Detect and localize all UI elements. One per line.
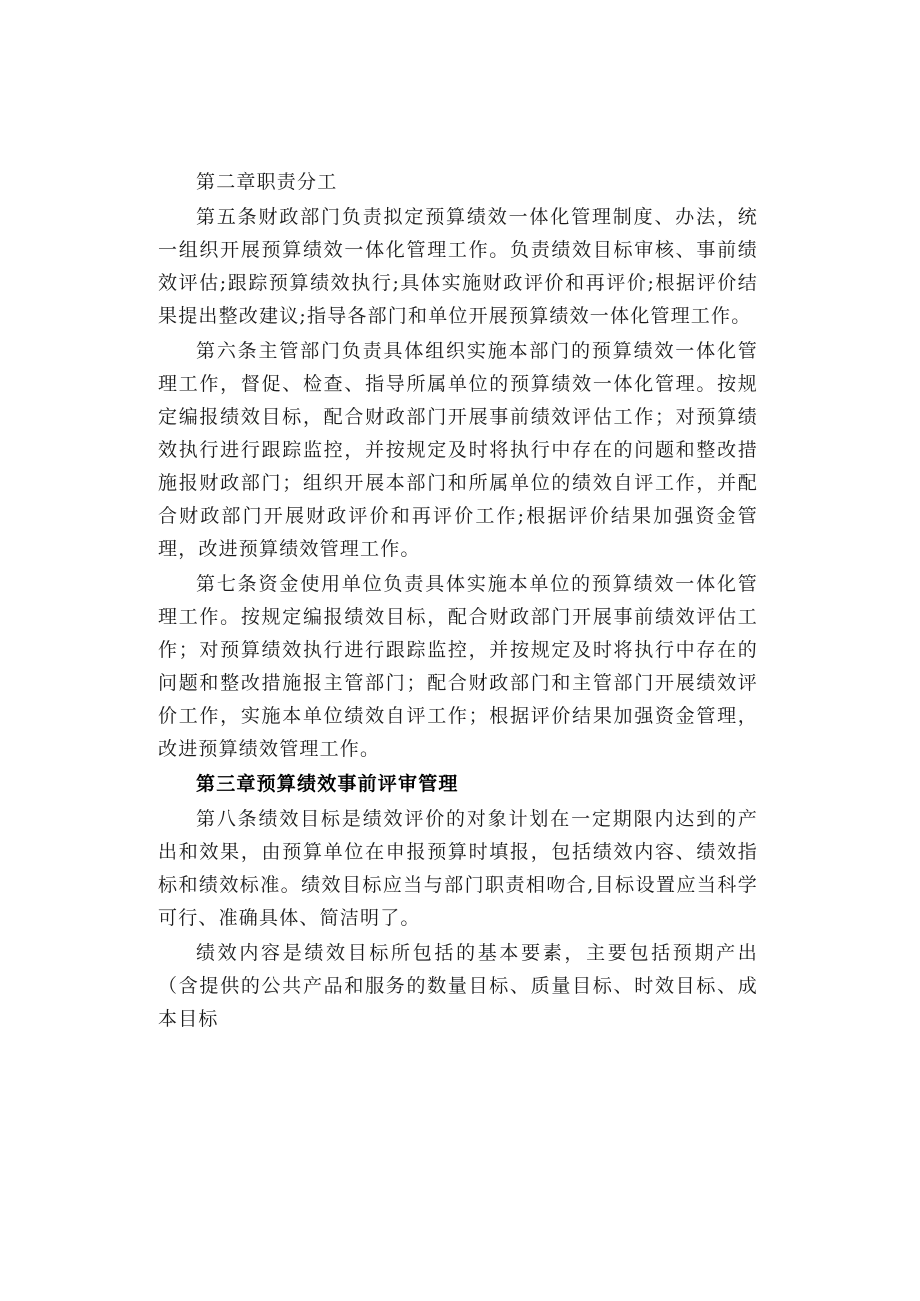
article-8-paragraph: 第八条绩效目标是绩效评价的对象计划在一定期限内达到的产出和效果，由预算单位在申报预算时填报，包括绩效内容、绩效指标和绩效标准。绩效目标应当与部门职责相吻合,目标设置应当科学可行、准确具体、简洁明了。 (158, 808, 758, 929)
chapter-2-heading: 第二章职责分工 (196, 171, 338, 193)
document-body (158, 166, 758, 1038)
article-5-paragraph: 第五条财政部门负责拟定预算绩效一体化管理制度、办法，统一组织开展预算绩效一体化管理工作。负责绩效目标审核、事前绩效评估;跟踪预算绩效执行;具体实施财政评价和再评价;根据评价结果提出整改建议;指导各部门和单位开展预算绩效一体化管理工作。 (158, 206, 758, 327)
performance-content-paragraph: 绩效内容是绩效目标所包括的基本要素，主要包括预期产出（含提供的公共产品和服务的数量目标、质量目标、时效目标、成本目标 (158, 942, 758, 1030)
article-7-paragraph: 第七条资金使用单位负责具体实施本单位的预算绩效一体化管理工作。按规定编报绩效目标，配合财政部门开展事前绩效评估工作；对预算绩效执行进行跟踪监控，并按规定及时将执行中存在的问题和整改措施报主管部门；配合财政部门和主管部门开展绩效评价工作，实施本单位绩效自评工作；根据评价结果加强资金管理，改进预算绩效管理工作。 (158, 573, 758, 760)
chapter-3-heading: 第三章预算绩效事前评审管理 (196, 773, 459, 795)
article-6-paragraph: 第六条主管部门负责具体组织实施本部门的预算绩效一体化管理工作，督促、检查、指导所属单位的预算绩效一体化管理。按规定编报绩效目标，配合财政部门开展事前绩效评估工作；对预算绩效执行进行跟踪监控，并按规定及时将执行中存在的问题和整改措施报财政部门；组织开展本部门和所属单位的绩效自评工作，并配合财政部门开展财政评价和再评价工作;根据评价结果加强资金管理，改进预算绩效管理工作。 (158, 340, 758, 560)
